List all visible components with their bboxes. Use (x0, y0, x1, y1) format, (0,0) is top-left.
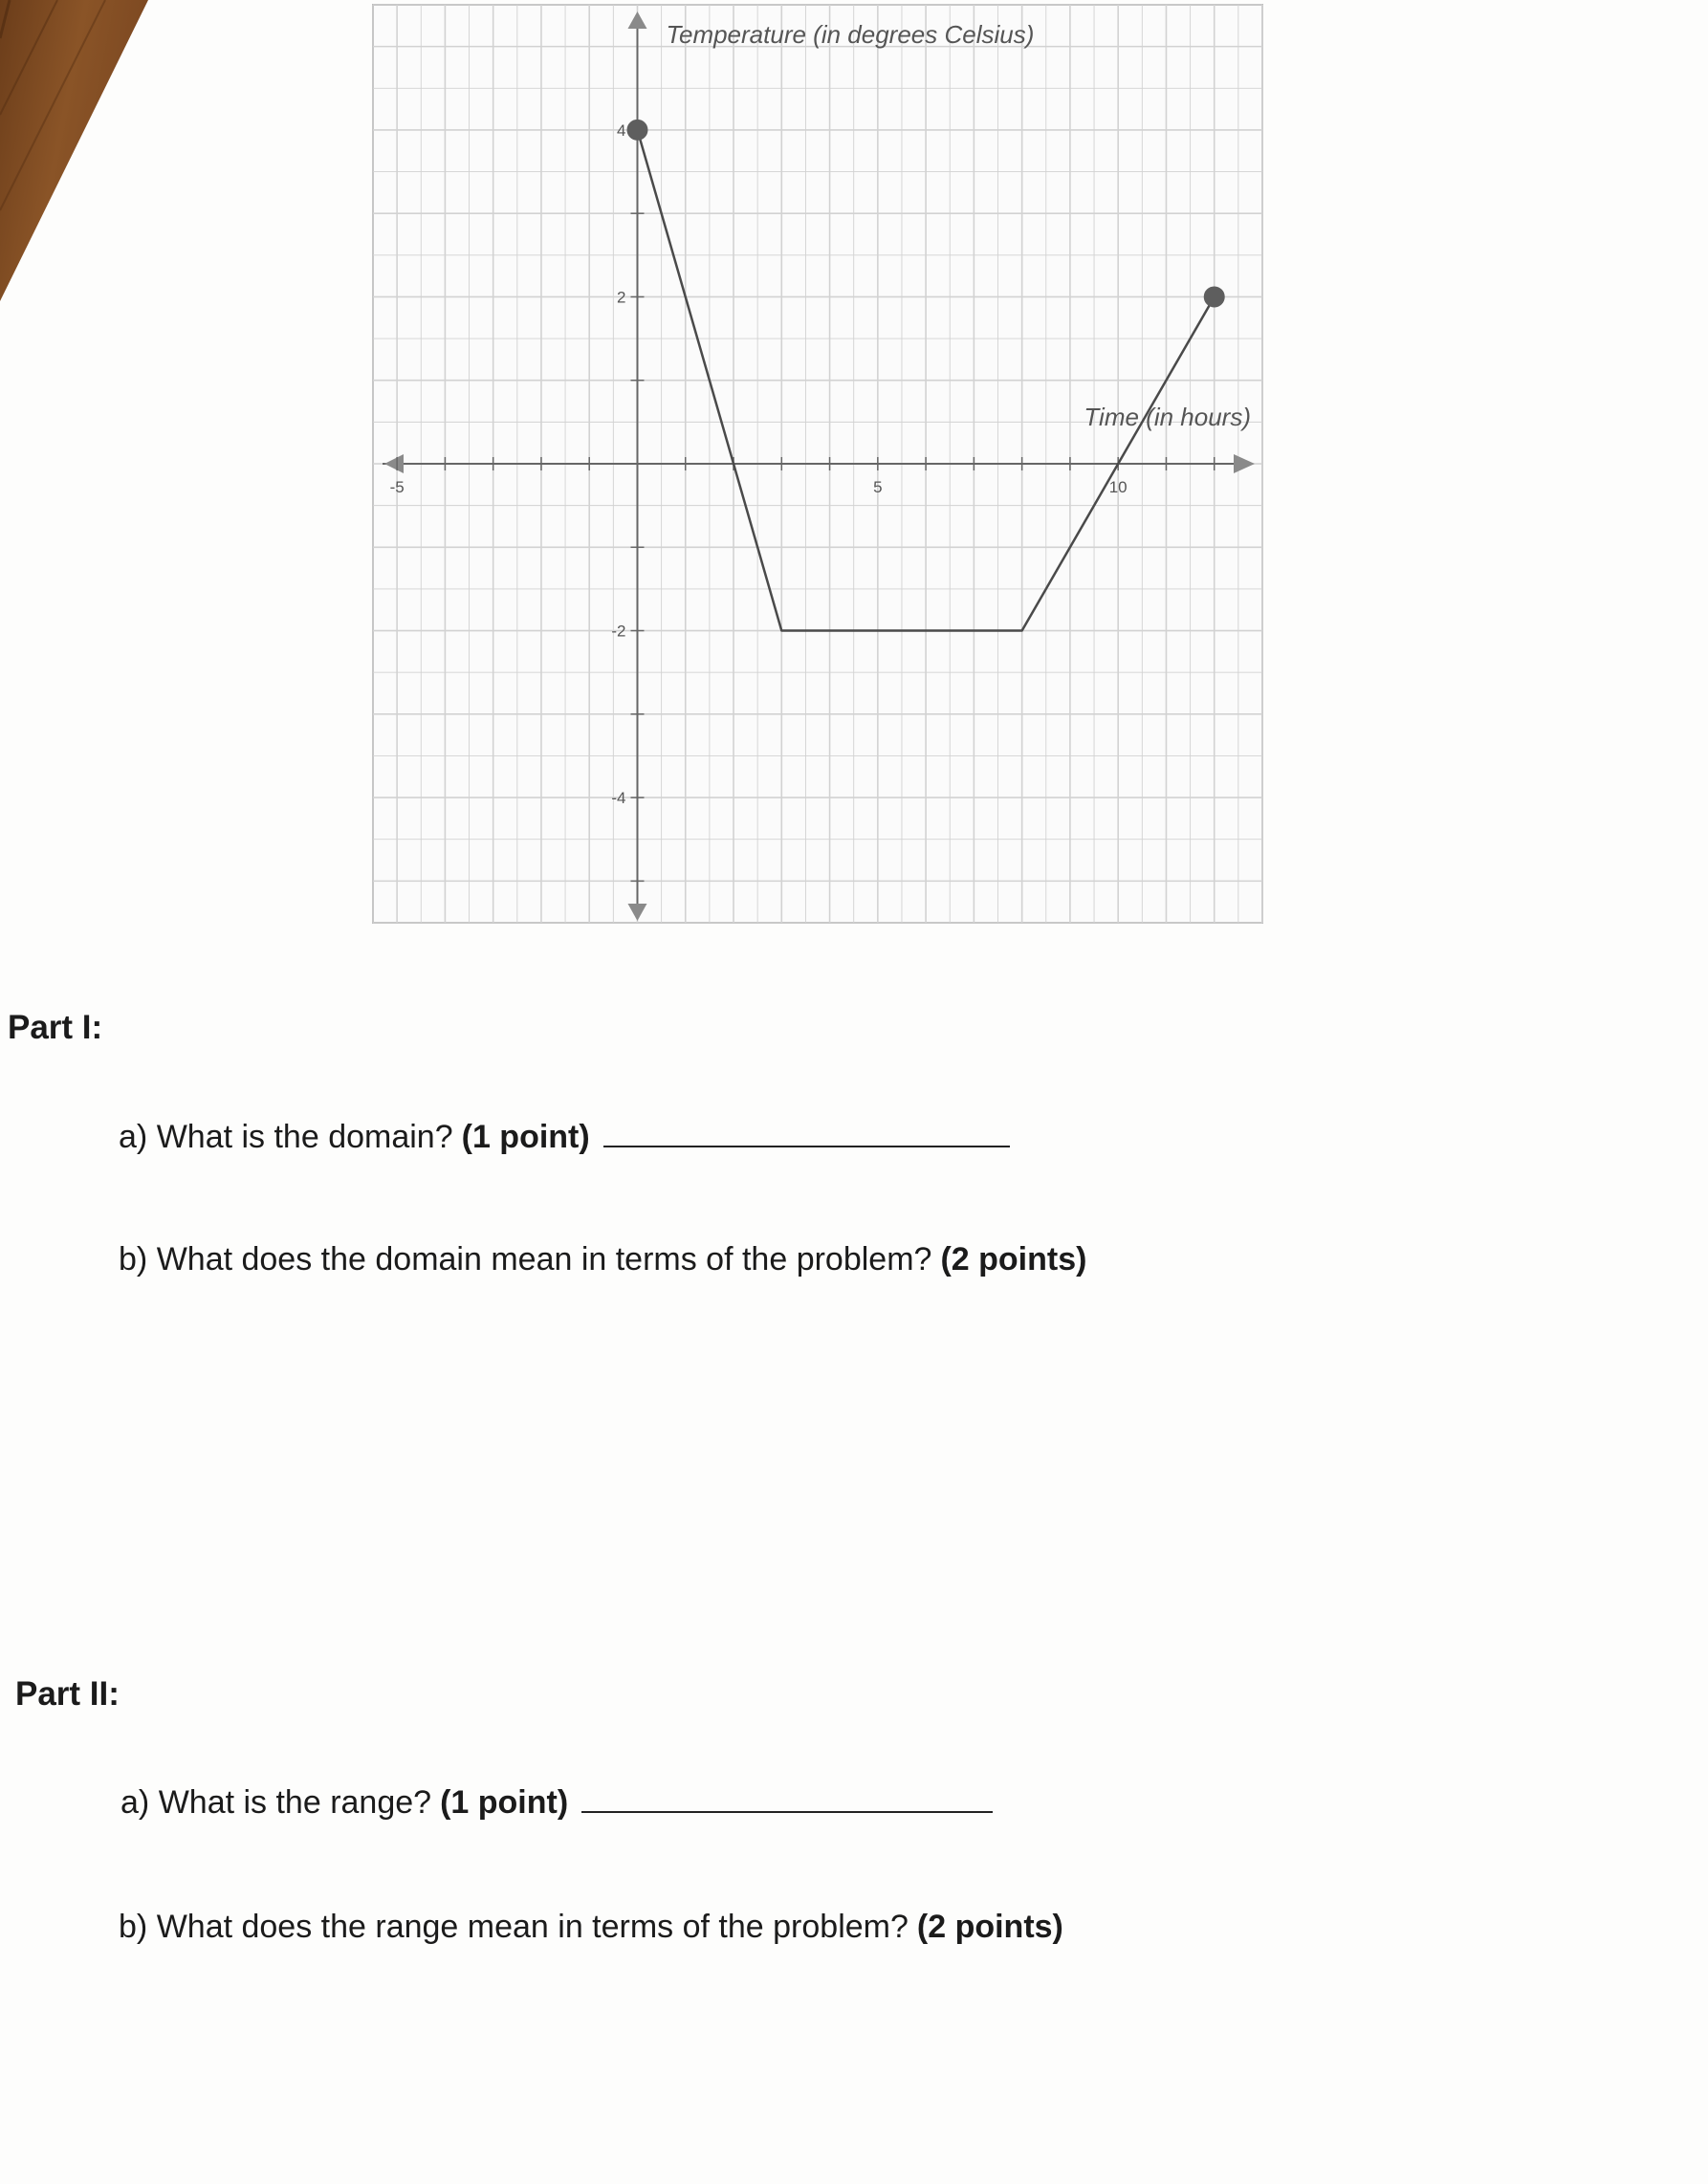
question-1b-points: (2 points) (940, 1241, 1087, 1278)
question-1b-text: What does the domain mean in terms of the problem? (156, 1241, 932, 1278)
part-2-heading: Part II: (15, 1675, 120, 1713)
question-1a (119, 1119, 1010, 1156)
question-1b (119, 1241, 1086, 1278)
question-2b-points: (2 points) (916, 1909, 1063, 1945)
question-2b (119, 1909, 1063, 1946)
x-tick-label: -5 (389, 478, 405, 496)
chart-svg (363, 0, 1281, 937)
question-2a-text: What is the range? (158, 1784, 432, 1821)
x-tick-label: 5 (873, 478, 883, 496)
y-axis-title: Temperature (in degrees Celsius) (666, 20, 1035, 49)
question-2b-prefix: b) (119, 1909, 148, 1945)
y-tick-label: 4 (617, 120, 626, 140)
x-axis-title: Time (in hours) (1084, 403, 1251, 431)
domain-answer-line[interactable] (603, 1146, 1010, 1147)
question-2b-text: What does the range mean in terms of the problem? (156, 1909, 909, 1945)
x-tick-label: 10 (1108, 478, 1128, 496)
question-2a (120, 1784, 993, 1822)
y-tick-label: 2 (617, 288, 626, 307)
question-1a-text: What is the domain? (156, 1119, 453, 1155)
question-1b-prefix: b) (119, 1241, 148, 1278)
y-tick-label: -2 (611, 622, 626, 641)
question-2a-points: (1 point) (440, 1784, 569, 1821)
range-answer-line[interactable] (581, 1811, 993, 1813)
endpoint-dot (1205, 287, 1224, 306)
endpoint-dot (627, 120, 646, 140)
part-1-heading: Part I: (8, 1009, 103, 1046)
question-1a-points: (1 point) (461, 1119, 590, 1155)
question-2a-prefix: a) (120, 1784, 150, 1821)
question-1a-prefix: a) (119, 1119, 148, 1155)
temperature-graph (363, 0, 1281, 937)
y-tick-label: -4 (611, 789, 626, 808)
desk-background (0, 0, 153, 306)
